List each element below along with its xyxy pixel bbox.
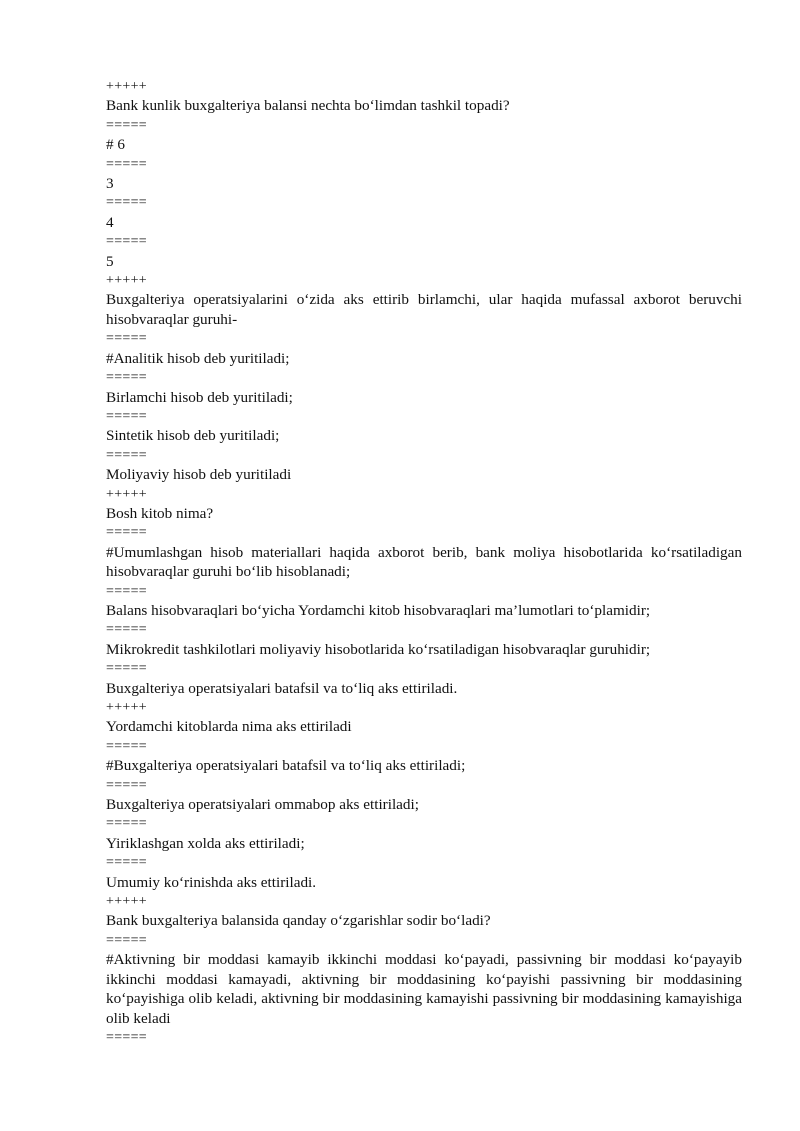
answer-option: Sintetik hisob deb yuritiladi;: [106, 427, 280, 445]
answer-option: Buxgalteriya operatsiyalari ommabop aks ettiriladi;: [106, 796, 419, 814]
answer-correct: #Aktivning bir moddasi kamayib ikkinchi moddasi ko‘payadi, passivning bir moddasi ko‘payayib ikkinchi moddasi kamayadi, aktivning bir moddasining ko‘payishi passivning bir moddasining ko‘payishiga olib keladi, aktivning bir moddasining kamayishi passivning bir moddasining kamayishiga olib keladi: [106, 951, 742, 1027]
separator-plus: +++++: [106, 273, 147, 289]
separator-equals: =====: [106, 661, 147, 677]
answer-correct: #Buxgalteriya operatsiyalari batafsil va to‘liq aks ettiriladi;: [106, 757, 466, 775]
separator-equals: =====: [106, 408, 147, 424]
separator-equals: =====: [106, 932, 147, 948]
separator-plus: +++++: [106, 79, 147, 94]
answer-option: Umumiy ko‘rinishda aks ettiriladi.: [106, 873, 317, 891]
answer-option: 5: [106, 252, 114, 270]
answer-option: Mikrokredit tashkilotlari moliyaviy hisobotlarida ko‘rsatiladigan hisobvaraqlar guruhidir;: [106, 640, 651, 658]
answer-option: Yiriklashgan xolda aks ettiriladi;: [106, 834, 305, 852]
separator-equals: =====: [106, 447, 147, 463]
separator-equals: =====: [106, 525, 147, 541]
question-3: Bosh kitob nima?: [106, 504, 214, 522]
separator-plus: +++++: [106, 894, 147, 910]
question-5: Bank buxgalteriya balansida qanday o‘zgarishlar sodir bo‘ladi?: [106, 912, 491, 930]
separator-equals: =====: [106, 1029, 147, 1045]
separator-equals: =====: [106, 816, 147, 832]
question-1: Bank kunlik buxgalteriya balansi nechta bo‘limdan tashkil topadi?: [106, 97, 510, 115]
answer-correct: #Umumlashgan hisob materiallari haqida axborot berib, bank moliya hisobotlarida ko‘rsatiladigan hisobvaraqlar guruhi bo‘lib hisoblanadi;: [106, 543, 742, 581]
separator-equals: =====: [106, 117, 147, 133]
separator-equals: =====: [106, 195, 147, 211]
answer-option: Balans hisobvaraqlari bo‘yicha Yordamchi kitob hisobvaraqlari ma’lumotlari to‘plamidir;: [106, 601, 651, 619]
separator-equals: =====: [106, 370, 147, 386]
question-2: Buxgalteriya operatsiyalarini o‘zida aks ettirib birlamchi, ular haqida mufassal axborot beruvchi hisobvaraqlar guruhi-: [106, 291, 742, 328]
question-4: Yordamchi kitoblarda nima aks ettiriladi: [106, 718, 352, 736]
answer-option: Buxgalteriya operatsiyalari batafsil va to‘liq aks ettiriladi.: [106, 679, 458, 697]
separator-equals: =====: [106, 331, 147, 347]
separator-plus: +++++: [106, 700, 147, 715]
answer-option: 3: [106, 175, 114, 193]
answer-correct: # 6: [106, 136, 125, 154]
answer-correct: #Analitik hisob deb yuritiladi;: [106, 349, 290, 367]
answer-option: Birlamchi hisob deb yuritiladi;: [106, 388, 293, 406]
separator-equals: =====: [106, 234, 147, 250]
separator-equals: =====: [106, 777, 147, 793]
separator-equals: =====: [106, 156, 147, 172]
answer-option: Moliyaviy hisob deb yuritiladi: [106, 466, 292, 484]
separator-equals: =====: [106, 738, 147, 754]
separator-plus: +++++: [106, 486, 147, 502]
separator-equals: =====: [106, 622, 147, 638]
separator-equals: =====: [106, 583, 147, 599]
document-page: [106, 77, 742, 1047]
separator-equals: =====: [106, 855, 147, 871]
answer-option: 4: [106, 213, 114, 231]
